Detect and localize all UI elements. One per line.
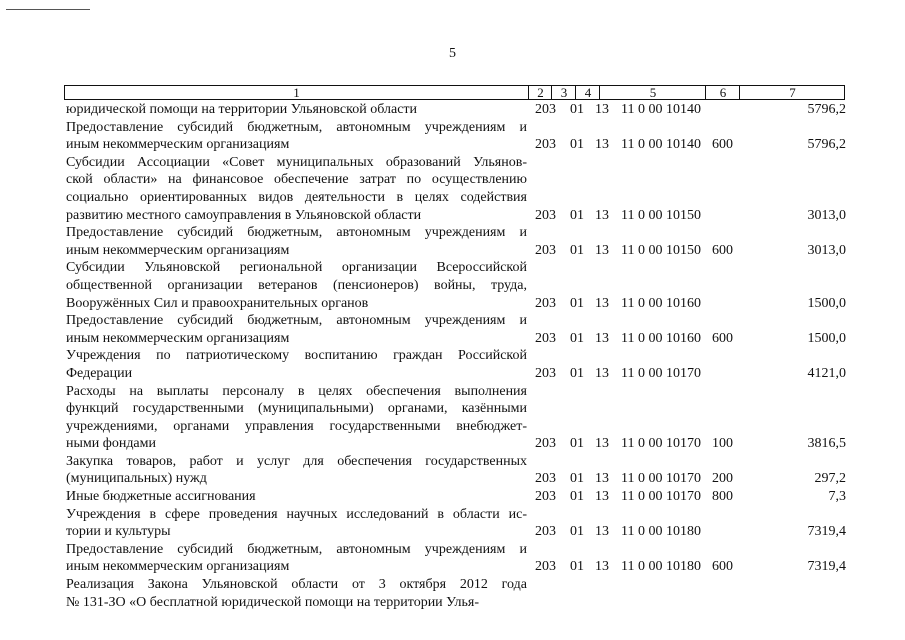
- description-line: иным некоммерческим организациям: [66, 559, 290, 575]
- code-pr: 13: [595, 242, 609, 258]
- code-rz: 01: [570, 365, 584, 381]
- row-codes: [0, 435, 905, 453]
- table-row: [0, 224, 905, 259]
- row-amount: 1500,0: [807, 330, 846, 346]
- code-cs: 11 0 00 10140: [621, 137, 701, 153]
- description-line: (муниципальных) нужд: [66, 471, 207, 487]
- row-codes: [0, 330, 905, 348]
- row-codes: [0, 365, 905, 383]
- table-row: [0, 506, 905, 541]
- header-col-2: 2: [528, 86, 552, 99]
- header-col-1: 1: [293, 85, 300, 100]
- table-row: [0, 488, 905, 506]
- row-amount: 3013,0: [807, 242, 846, 258]
- header-col-5: 5: [599, 86, 706, 99]
- row-codes: [0, 523, 905, 541]
- code-pr: 13: [595, 137, 609, 153]
- code-cs: 11 0 00 10170: [621, 436, 701, 452]
- code-rz: 01: [570, 242, 584, 258]
- header-col-6: 6: [705, 86, 740, 99]
- corner-rule: [6, 9, 90, 10]
- code-gr: 203: [535, 489, 556, 505]
- row-codes: [0, 470, 905, 488]
- table-row: [0, 312, 905, 347]
- description-line: Иные бюджетные ассигнования: [66, 489, 256, 505]
- code-rz: 01: [570, 102, 584, 117]
- description-line: Федерации: [66, 365, 133, 381]
- code-pr: 13: [595, 524, 609, 540]
- description-line: Предоставление субсидий бюджетным, автономным учреждениям и: [66, 119, 527, 135]
- row-amount: 3013,0: [807, 207, 846, 223]
- row-codes: [0, 558, 905, 576]
- description-line: ными фондами: [66, 436, 157, 452]
- row-codes: [0, 136, 905, 154]
- code-rz: 01: [570, 295, 584, 311]
- row-amount: 7,3: [828, 489, 846, 505]
- table-row: [0, 576, 905, 611]
- description-line: Учреждения в сфере проведения научных исследований в области ис-: [66, 506, 527, 522]
- code-gr: 203: [535, 471, 556, 487]
- table-row: [0, 347, 905, 382]
- code-gr: 203: [535, 330, 556, 346]
- table-row: [0, 101, 905, 119]
- row-amount: 1500,0: [807, 295, 846, 311]
- row-amount: 297,2: [814, 471, 846, 487]
- code-gr: 203: [535, 524, 556, 540]
- code-pr: 13: [595, 102, 609, 117]
- code-pr: 13: [595, 559, 609, 575]
- code-cs: 11 0 00 10180: [621, 559, 701, 575]
- description-line: Реализация Закона Ульяновской области от 3 октября 2012 года: [66, 577, 527, 593]
- code-gr: 203: [535, 242, 556, 258]
- description-line: тории и культуры: [66, 524, 171, 540]
- code-vr: 200: [712, 471, 733, 487]
- code-vr: 600: [712, 559, 733, 575]
- row-amount: 3816,5: [807, 436, 846, 452]
- table-row: [0, 119, 905, 154]
- code-cs: 11 0 00 10160: [621, 295, 701, 311]
- table-row: [0, 154, 905, 224]
- code-vr: 600: [712, 242, 733, 258]
- description-line: социально ориентированных видов деятельности в целях содействия: [66, 189, 527, 205]
- code-cs: 11 0 00 10170: [621, 365, 701, 381]
- table-body: [0, 101, 905, 611]
- code-rz: 01: [570, 471, 584, 487]
- code-cs: 11 0 00 10160: [621, 330, 701, 346]
- row-codes: [0, 242, 905, 260]
- table-row: [0, 541, 905, 576]
- row-codes: [0, 101, 905, 119]
- code-pr: 13: [595, 365, 609, 381]
- code-pr: 13: [595, 330, 609, 346]
- code-rz: 01: [570, 489, 584, 505]
- description-line: Учреждения по патриотическому воспитанию граждан Российской: [66, 348, 527, 364]
- code-pr: 13: [595, 489, 609, 505]
- description-line: № 131-ЗО «О бесплатной юридической помощи на территории Улья-: [66, 594, 479, 610]
- description-line: иным некоммерческим организациям: [66, 137, 290, 153]
- description-line: функций государственными (муниципальными) органами, казёнными: [66, 401, 527, 417]
- table-row: [0, 383, 905, 453]
- header-col-4: 4: [575, 86, 600, 99]
- description-line: Предоставление субсидий бюджетным, автономным учреждениям и: [66, 541, 527, 557]
- code-gr: 203: [535, 365, 556, 381]
- description-line: Субсидии Ульяновской региональной организации Всероссийской: [66, 260, 527, 276]
- row-codes: [0, 207, 905, 225]
- description-line: иным некоммерческим организациям: [66, 242, 290, 258]
- description-line: Расходы на выплаты персоналу в целях обеспечения выполнения: [66, 383, 527, 399]
- code-gr: 203: [535, 102, 556, 117]
- row-codes: [0, 295, 905, 313]
- code-cs: 11 0 00 10180: [621, 524, 701, 540]
- description-line: развитию местного самоуправления в Ульяновской области: [66, 207, 422, 223]
- code-cs: 11 0 00 10150: [621, 207, 701, 223]
- description-line: Закупка товаров, работ и услуг для обеспечения государственных: [66, 453, 527, 469]
- row-amount: 5796,2: [807, 137, 846, 153]
- code-pr: 13: [595, 471, 609, 487]
- code-rz: 01: [570, 137, 584, 153]
- code-rz: 01: [570, 559, 584, 575]
- table-row: [0, 259, 905, 312]
- description-line: юридической помощи на территории Ульяновской области: [66, 102, 418, 117]
- code-gr: 203: [535, 436, 556, 452]
- description-line: иным некоммерческим организациям: [66, 330, 290, 346]
- code-gr: 203: [535, 559, 556, 575]
- description-line: учреждениями, органами управления государственными внебюджет-: [66, 418, 527, 434]
- code-cs: 11 0 00 10170: [621, 471, 701, 487]
- row-codes: [0, 488, 905, 506]
- code-cs: 11 0 00 10150: [621, 242, 701, 258]
- code-gr: 203: [535, 295, 556, 311]
- code-vr: 100: [712, 436, 733, 452]
- table-header: [64, 85, 845, 100]
- description-line: Предоставление субсидий бюджетным, автономным учреждениям и: [66, 313, 527, 329]
- code-pr: 13: [595, 207, 609, 223]
- code-vr: 600: [712, 330, 733, 346]
- description-line: ской области» на финансовое обеспечение затрат по осуществлению: [66, 172, 527, 188]
- header-col-7: 7: [739, 86, 845, 99]
- row-amount: 5796,2: [807, 102, 846, 117]
- code-cs: 11 0 00 10140: [621, 102, 701, 117]
- code-vr: 600: [712, 137, 733, 153]
- code-pr: 13: [595, 295, 609, 311]
- row-amount: 7319,4: [807, 559, 846, 575]
- row-amount: 4121,0: [807, 365, 846, 381]
- code-rz: 01: [570, 436, 584, 452]
- page-number: 5: [449, 46, 456, 61]
- description-line: Вооружённых Сил и правоохранительных органов: [66, 295, 369, 311]
- header-col-3: 3: [551, 86, 576, 99]
- code-vr: 800: [712, 489, 733, 505]
- code-cs: 11 0 00 10170: [621, 489, 701, 505]
- description-line: Субсидии Ассоциации «Совет муниципальных образований Ульянов-: [66, 154, 527, 170]
- description-line: общественной организации ветеранов (пенсионеров) войны, труда,: [66, 277, 527, 293]
- description-line: Предоставление субсидий бюджетным, автономным учреждениям и: [66, 225, 527, 241]
- table-row: [0, 453, 905, 488]
- code-rz: 01: [570, 207, 584, 223]
- row-description: [66, 576, 527, 611]
- code-gr: 203: [535, 207, 556, 223]
- row-amount: 7319,4: [807, 524, 846, 540]
- code-rz: 01: [570, 330, 584, 346]
- code-gr: 203: [535, 137, 556, 153]
- code-pr: 13: [595, 436, 609, 452]
- code-rz: 01: [570, 524, 584, 540]
